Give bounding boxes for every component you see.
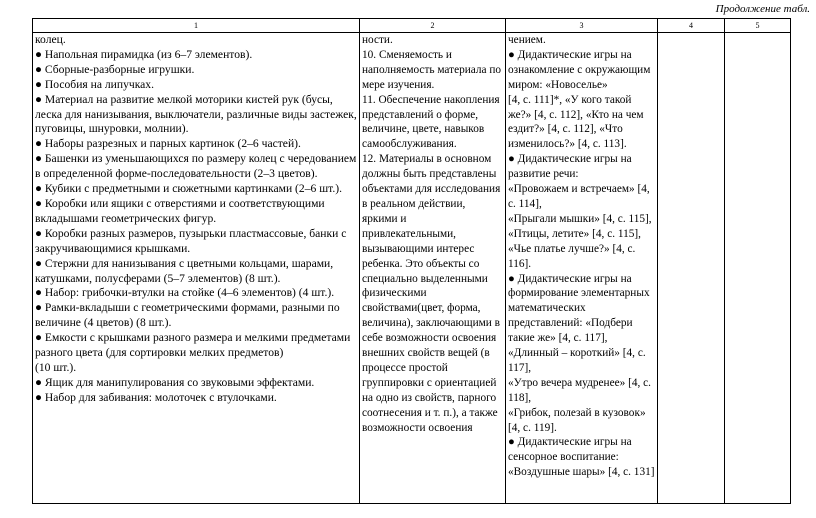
games-cell bbox=[506, 33, 658, 504]
header-cell-4: 4 bbox=[658, 19, 725, 33]
header-cell-3: 3 bbox=[506, 19, 658, 33]
materials-cell bbox=[33, 33, 360, 504]
requirements-text: ности. 10. Сменяемость и наполняемость материала по мере изучения. 11. Обеспечение накопления представлений о форме, величине, цвете, навыков самообслуживания. 12. Материалы в основном должны быть представлены объектами для исследования в реальном действии, яркими и привлекательными, вызывающими интерес ребенка. Это объекты со специально выделенными физическими свойствами(цвет, форма, величина), заключающими в себе возможности освоения внешних свойств вещей (в процессе простой группировки с ориентацией на одно из свойств, парного соотнесения и т. п.), а также возможности освоения bbox=[362, 34, 502, 434]
table-continuation-caption: Продолжение табл. bbox=[715, 3, 810, 15]
didactic-games-text: чением. ● Дидактические игры на ознакомление с окружающим миром: «Новоселье» [4, с. 111]*, «У кого такой же?» [4, с. 112], «Кто на чем ездит?» [4, с. 112], «Что изменилось?» [4, с. 113]. ● Дидактические игры на развитие речи: «Провожаем и встречаем» [4, с. 114], «Прыгали мышки» [4, с. 115], «Птицы, летите» [4, с. 115], «Чье платье лучше?» [4, с. 116]. ● Дидактические игры на формирование элементарных математических представлений: «Подбери такие же» [4, с. 117], «Длинный – короткий» [4, с. 117], «Утро вечера мудренее» [4, с. 118], «Грибок, полезай в кузовок» [4, с. 119]. ● Дидактические игры на сенсорное воспитание: «Воздушные шары» [4, с. 131] bbox=[508, 34, 655, 479]
header-cell-2: 2 bbox=[360, 19, 506, 33]
header-row bbox=[33, 19, 791, 33]
header-cell-1: 1 bbox=[33, 19, 360, 33]
header-cell-5: 5 bbox=[725, 19, 791, 33]
requirements-cell bbox=[360, 33, 506, 504]
column-5-cell bbox=[725, 33, 791, 504]
column-4-cell bbox=[658, 33, 725, 504]
materials-list-text: колец. ● Напольная пирамидка (из 6–7 элементов). ● Сборные-разборные игрушки. ● Пособия на липучках. ● Материал на развитие мелкой моторики кистей рук (бусы, леска для нанизывания, выключатели, различные виды застежек, пуговицы, шнуровки, молнии). ● Наборы разрезных и парных картинок (2–6 частей). ● Башенки из уменьшающихся по размеру колец с чередованием в определенной форме-последовательности (2–3 цветов). ● Кубики с предметными и сюжетными картинками (2–6 шт.). ● Коробки или ящики с отверстиями и соответствующими вкладышами геометрических фигур. ● Коробки разных размеров, пузырьки пластмассовые, банки с закручивающимися крышками. ● Стержни для нанизывания с цветными кольцами, шарами, катушками, полусферами (5–7 элементов) (8 шт.). ● Набор: грибочки-втулки на стойке (4–6 элементов) (4 шт.). ● Рамки-вкладыши с геометрическими формами, разными по величине (4 цветов) (8 шт.). ● Емкости с крышками разного размера и мелкими предметами разного цвета (для сортировки мелких предметов) (10 шт.). ● Ящик для манипулирования со звуковыми эффектами. ● Набор для забивания: молоточек с втулочками. bbox=[35, 33, 357, 404]
table-row bbox=[33, 33, 791, 504]
content-table bbox=[32, 18, 791, 504]
